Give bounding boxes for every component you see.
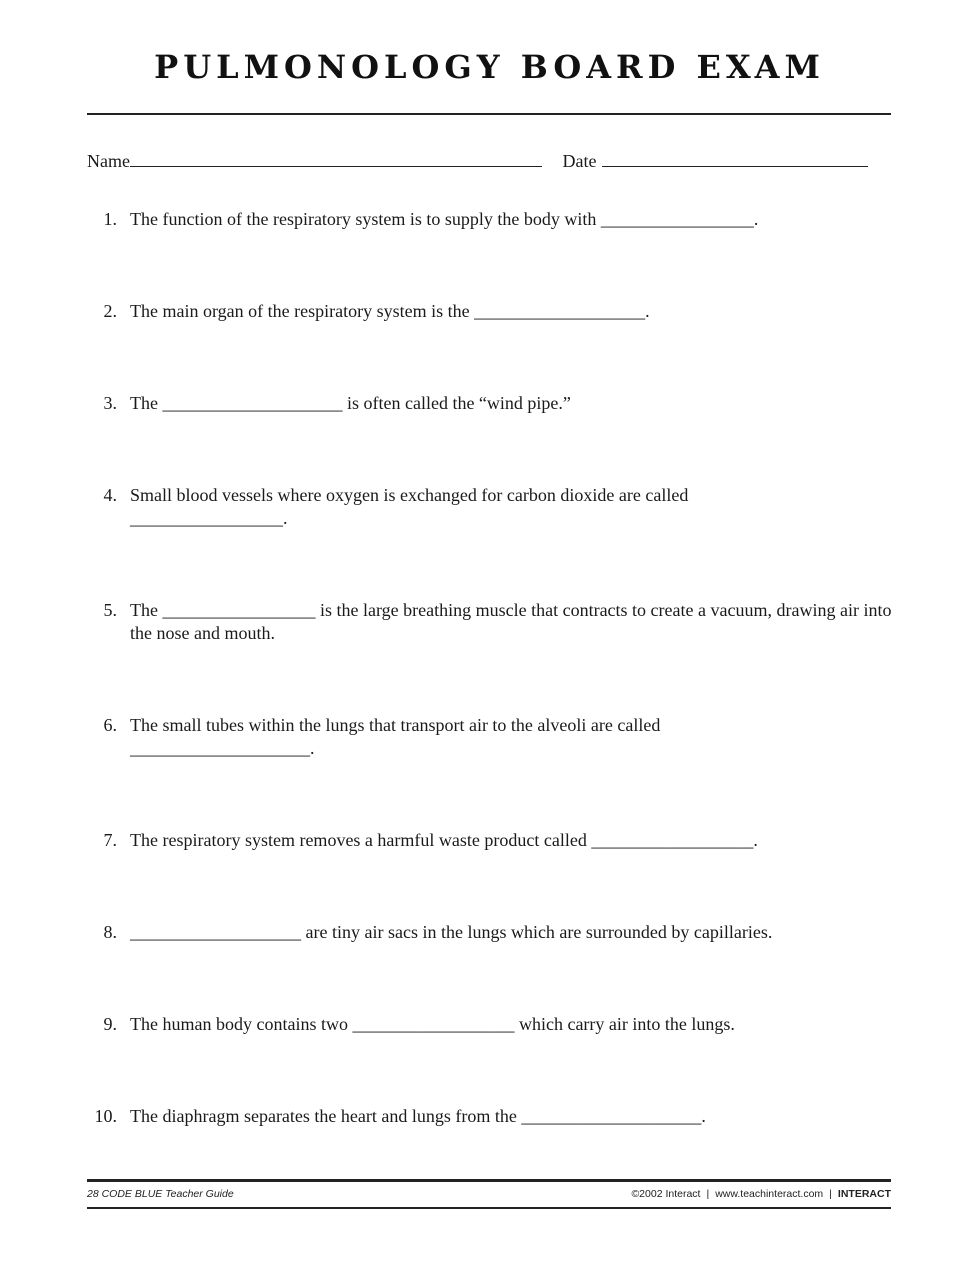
date-label: Date <box>562 151 597 171</box>
name-date-row <box>87 150 887 172</box>
question-number: 2. <box>103 301 117 321</box>
title-divider <box>87 113 891 115</box>
date-field[interactable] <box>602 150 868 167</box>
question-text: ___________________ are tiny air sacs in the lungs which are surrounded by capillaries. <box>130 922 773 942</box>
question-number: 4. <box>103 485 117 505</box>
footer-separator: | <box>706 1188 710 1200</box>
footer-copyright: ©2002 Interact <box>631 1188 701 1200</box>
name-label: Name <box>87 151 130 171</box>
footer-separator: | <box>829 1188 832 1200</box>
question-number: 1. <box>103 209 117 229</box>
footer-credits <box>631 1188 891 1200</box>
name-field[interactable] <box>130 150 542 167</box>
question-number: 6. <box>103 715 117 735</box>
footer-brand: INTERACT <box>837 1188 891 1200</box>
question-number: 5. <box>103 600 117 620</box>
question-number: 10. <box>94 1106 117 1126</box>
question-text: The respiratory system removes a harmful waste product called __________________. <box>130 830 758 850</box>
question-number: 9. <box>103 1014 117 1034</box>
question-text: The function of the respiratory system is to supply the body with _________________. <box>130 209 759 229</box>
question-text: The human body contains two __________________ which carry air into the lungs. <box>130 1014 735 1034</box>
question-text: The small tubes within the lungs that transport air to the alveoli are called ____________________. <box>130 715 661 758</box>
question-number: 7. <box>103 830 117 850</box>
footer-divider-bottom <box>87 1207 891 1209</box>
footer-divider-top <box>87 1179 891 1182</box>
question-text: The ____________________ is often called the “wind pipe.” <box>130 393 571 413</box>
question-text: Small blood vessels where oxygen is exchanged for carbon dioxide are called _________________. <box>130 485 689 528</box>
question-number: 3. <box>103 393 117 413</box>
question-number: 8. <box>103 922 117 942</box>
question-text: The diaphragm separates the heart and lungs from the ____________________. <box>130 1106 706 1126</box>
footer-website: www.teachinteract.com <box>715 1188 824 1200</box>
footer-page-label: 28 CODE BLUE Teacher Guide <box>87 1188 234 1200</box>
question-text: The main organ of the respiratory system is the ___________________. <box>130 301 650 321</box>
page-title: PULMONOLOGY BOARD EXAM <box>154 48 825 86</box>
question-text: The _________________ is the large breathing muscle that contracts to create a vacuum, drawing air into the nose and mouth. <box>130 600 892 643</box>
